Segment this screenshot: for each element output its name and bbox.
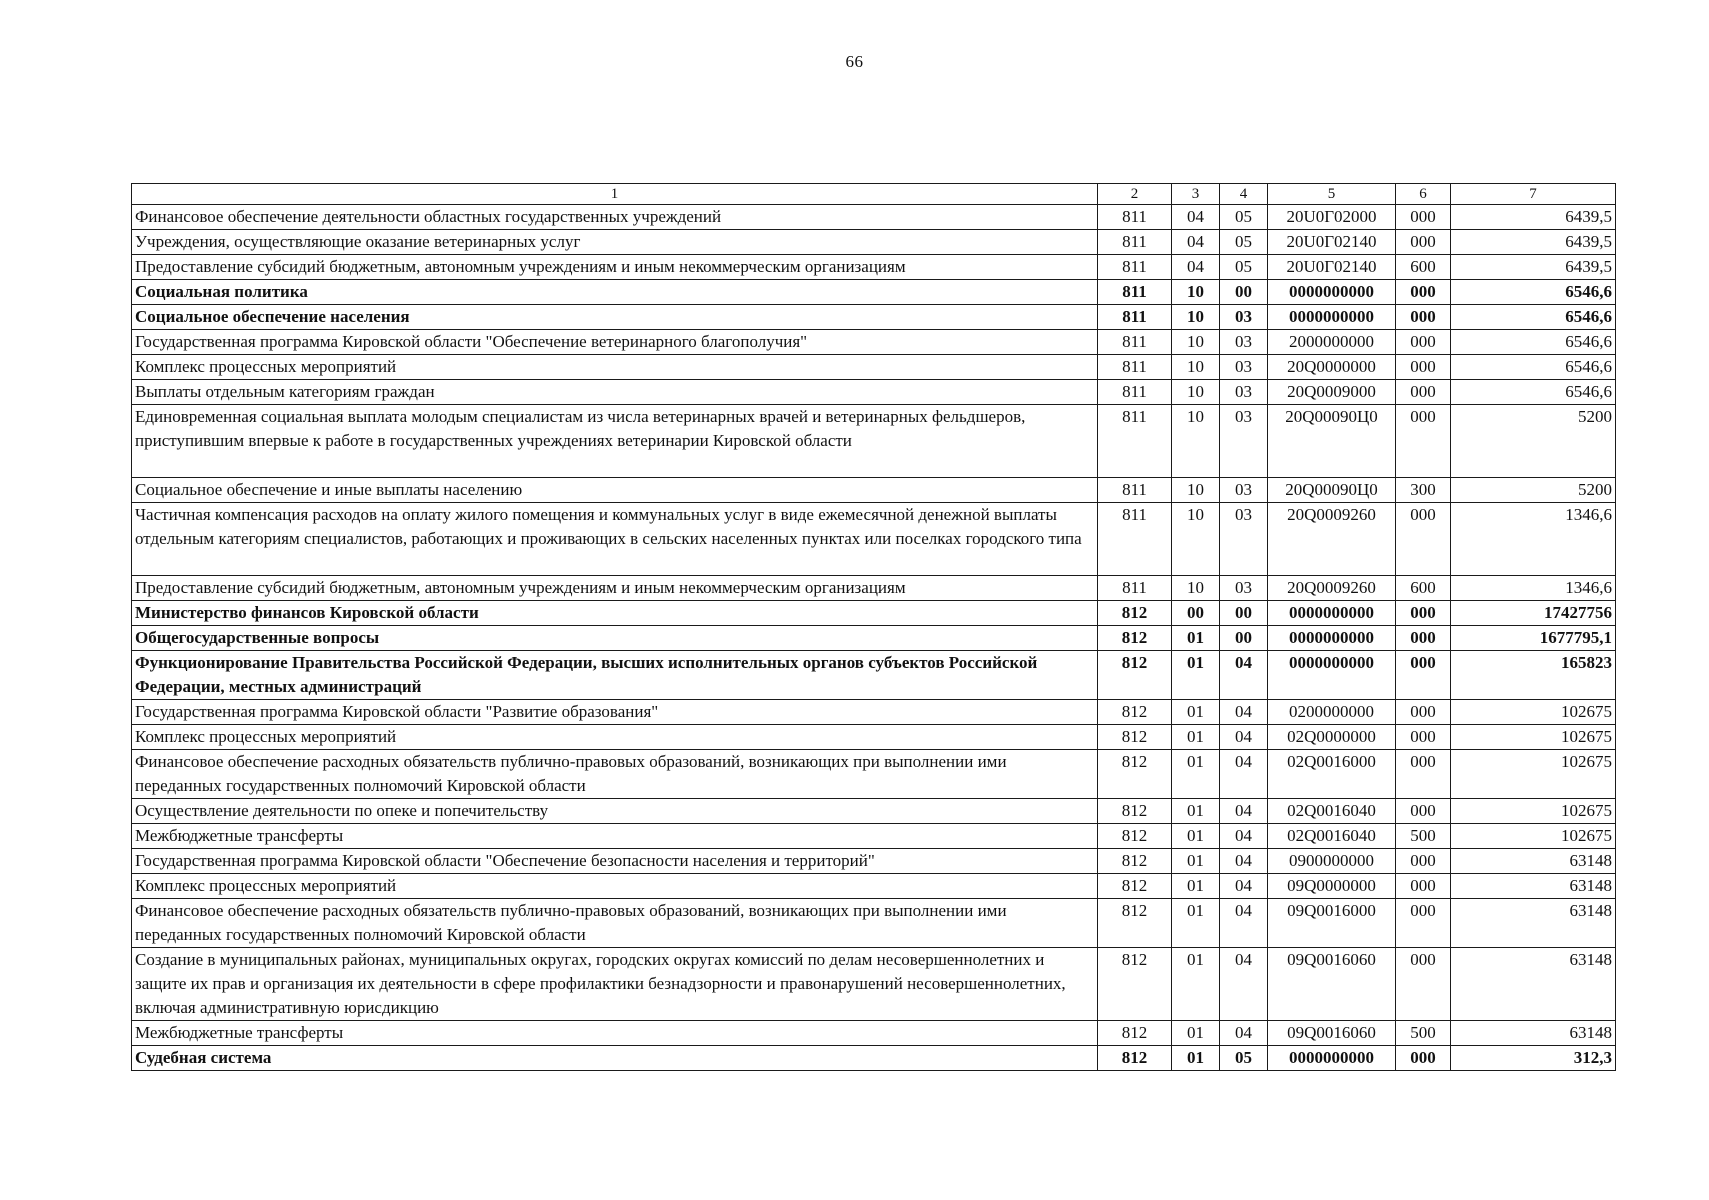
row-name-cell: Комплекс процессных мероприятий	[132, 355, 1098, 380]
row-target-article-cell: 0000000000	[1268, 1046, 1396, 1071]
row-target-article-cell: 20Q00090Ц0	[1268, 405, 1396, 478]
header-cell-1: 1	[132, 184, 1098, 205]
row-expense-type-cell: 000	[1396, 899, 1451, 948]
row-admin-code-cell: 811	[1098, 305, 1172, 330]
row-expense-type-cell: 000	[1396, 849, 1451, 874]
row-expense-type-cell: 000	[1396, 799, 1451, 824]
row-admin-code-cell: 812	[1098, 725, 1172, 750]
row-target-article-cell: 0000000000	[1268, 280, 1396, 305]
row-subsection-cell: 04	[1220, 725, 1268, 750]
row-name-cell: Государственная программа Кировской области "Обеспечение ветеринарного благополучия"	[132, 330, 1098, 355]
row-subsection-cell: 05	[1220, 230, 1268, 255]
row-target-article-cell: 20Q0000000	[1268, 355, 1396, 380]
table-row	[132, 725, 1616, 750]
row-section-cell: 10	[1172, 576, 1220, 601]
row-amount-cell: 1677795,1	[1451, 626, 1616, 651]
row-admin-code-cell: 811	[1098, 255, 1172, 280]
row-target-article-cell: 20Q0009260	[1268, 576, 1396, 601]
row-amount-cell: 6546,6	[1451, 305, 1616, 330]
table-row	[132, 503, 1616, 576]
row-expense-type-cell: 000	[1396, 330, 1451, 355]
row-admin-code-cell: 812	[1098, 651, 1172, 700]
row-target-article-cell: 0000000000	[1268, 305, 1396, 330]
row-section-cell: 01	[1172, 651, 1220, 700]
table-row	[132, 651, 1616, 700]
row-section-cell: 01	[1172, 700, 1220, 725]
row-amount-cell: 6439,5	[1451, 255, 1616, 280]
row-amount-cell: 102675	[1451, 700, 1616, 725]
row-admin-code-cell: 812	[1098, 799, 1172, 824]
table-header-row	[132, 184, 1616, 205]
row-target-article-cell: 0000000000	[1268, 601, 1396, 626]
table-row	[132, 380, 1616, 405]
row-amount-cell: 5200	[1451, 478, 1616, 503]
row-section-cell: 10	[1172, 380, 1220, 405]
row-expense-type-cell: 000	[1396, 405, 1451, 478]
row-target-article-cell: 20U0Г02140	[1268, 255, 1396, 280]
row-admin-code-cell: 812	[1098, 626, 1172, 651]
row-subsection-cell: 04	[1220, 948, 1268, 1021]
row-target-article-cell: 0200000000	[1268, 700, 1396, 725]
row-amount-cell: 6439,5	[1451, 205, 1616, 230]
row-name-cell: Функционирование Правительства Российской Федерации, высших исполнительных органов субъектов Российской Федерации, местных администраций	[132, 651, 1098, 700]
row-name-cell: Министерство финансов Кировской области	[132, 601, 1098, 626]
row-subsection-cell: 04	[1220, 849, 1268, 874]
table-row	[132, 230, 1616, 255]
header-cell-2: 2	[1098, 184, 1172, 205]
row-amount-cell: 6546,6	[1451, 380, 1616, 405]
row-name-cell: Социальное обеспечение и иные выплаты населению	[132, 478, 1098, 503]
row-name-cell: Предоставление субсидий бюджетным, автономным учреждениям и иным некоммерческим организациям	[132, 576, 1098, 601]
row-subsection-cell: 04	[1220, 750, 1268, 799]
row-expense-type-cell: 300	[1396, 478, 1451, 503]
row-section-cell: 01	[1172, 1021, 1220, 1046]
row-name-cell: Финансовое обеспечение расходных обязательств публично-правовых образований, возникающих при выполнении ими переданных государственных полномочий Кировской области	[132, 750, 1098, 799]
row-amount-cell: 102675	[1451, 824, 1616, 849]
row-target-article-cell: 20U0Г02000	[1268, 205, 1396, 230]
row-expense-type-cell: 000	[1396, 230, 1451, 255]
row-admin-code-cell: 811	[1098, 205, 1172, 230]
row-admin-code-cell: 811	[1098, 230, 1172, 255]
row-name-cell: Государственная программа Кировской области "Развитие образования"	[132, 700, 1098, 725]
row-expense-type-cell: 000	[1396, 601, 1451, 626]
row-amount-cell: 6546,6	[1451, 355, 1616, 380]
row-section-cell: 10	[1172, 305, 1220, 330]
row-admin-code-cell: 811	[1098, 280, 1172, 305]
row-admin-code-cell: 811	[1098, 478, 1172, 503]
row-section-cell: 01	[1172, 948, 1220, 1021]
row-amount-cell: 63148	[1451, 899, 1616, 948]
row-subsection-cell: 03	[1220, 305, 1268, 330]
row-admin-code-cell: 812	[1098, 824, 1172, 849]
row-admin-code-cell: 812	[1098, 874, 1172, 899]
row-name-cell: Предоставление субсидий бюджетным, автономным учреждениям и иным некоммерческим организациям	[132, 255, 1098, 280]
row-expense-type-cell: 000	[1396, 380, 1451, 405]
row-expense-type-cell: 000	[1396, 1046, 1451, 1071]
row-amount-cell: 1346,6	[1451, 576, 1616, 601]
row-section-cell: 01	[1172, 799, 1220, 824]
row-admin-code-cell: 811	[1098, 503, 1172, 576]
row-amount-cell: 63148	[1451, 1021, 1616, 1046]
row-admin-code-cell: 811	[1098, 330, 1172, 355]
row-subsection-cell: 03	[1220, 478, 1268, 503]
row-subsection-cell: 05	[1220, 255, 1268, 280]
table-row	[132, 255, 1616, 280]
table-row	[132, 576, 1616, 601]
row-target-article-cell: 09Q0016060	[1268, 1021, 1396, 1046]
row-section-cell: 01	[1172, 899, 1220, 948]
header-cell-5: 5	[1268, 184, 1396, 205]
row-section-cell: 01	[1172, 725, 1220, 750]
row-expense-type-cell: 000	[1396, 205, 1451, 230]
row-admin-code-cell: 812	[1098, 849, 1172, 874]
table-row	[132, 478, 1616, 503]
row-subsection-cell: 03	[1220, 330, 1268, 355]
row-subsection-cell: 04	[1220, 874, 1268, 899]
row-name-cell: Комплекс процессных мероприятий	[132, 725, 1098, 750]
row-amount-cell: 1346,6	[1451, 503, 1616, 576]
row-section-cell: 10	[1172, 503, 1220, 576]
row-expense-type-cell: 000	[1396, 750, 1451, 799]
row-subsection-cell: 00	[1220, 280, 1268, 305]
row-name-cell: Частичная компенсация расходов на оплату жилого помещения и коммунальных услуг в виде ежемесячной денежной выплаты отдельным категориям специалистов, работающих и проживающих в сельских населенных пунктах или поселках городского типа	[132, 503, 1098, 576]
row-amount-cell: 6546,6	[1451, 330, 1616, 355]
row-target-article-cell: 0000000000	[1268, 626, 1396, 651]
row-target-article-cell: 09Q0000000	[1268, 874, 1396, 899]
row-expense-type-cell: 000	[1396, 700, 1451, 725]
row-section-cell: 01	[1172, 874, 1220, 899]
row-name-cell: Финансовое обеспечение деятельности областных государственных учреждений	[132, 205, 1098, 230]
row-amount-cell: 6546,6	[1451, 280, 1616, 305]
row-expense-type-cell: 000	[1396, 503, 1451, 576]
row-amount-cell: 102675	[1451, 799, 1616, 824]
row-amount-cell: 63148	[1451, 948, 1616, 1021]
row-name-cell: Судебная система	[132, 1046, 1098, 1071]
row-name-cell: Комплекс процессных мероприятий	[132, 874, 1098, 899]
row-subsection-cell: 03	[1220, 380, 1268, 405]
row-target-article-cell: 02Q0016000	[1268, 750, 1396, 799]
row-amount-cell: 17427756	[1451, 601, 1616, 626]
row-name-cell: Учреждения, осуществляющие оказание ветеринарных услуг	[132, 230, 1098, 255]
row-admin-code-cell: 812	[1098, 1021, 1172, 1046]
row-admin-code-cell: 812	[1098, 899, 1172, 948]
row-section-cell: 00	[1172, 601, 1220, 626]
row-admin-code-cell: 812	[1098, 750, 1172, 799]
row-expense-type-cell: 000	[1396, 626, 1451, 651]
row-section-cell: 01	[1172, 750, 1220, 799]
budget-table	[131, 183, 1616, 1071]
table-row	[132, 849, 1616, 874]
row-target-article-cell: 09Q0016000	[1268, 899, 1396, 948]
table-row	[132, 1046, 1616, 1071]
row-target-article-cell: 20U0Г02140	[1268, 230, 1396, 255]
row-expense-type-cell: 000	[1396, 725, 1451, 750]
table-row	[132, 899, 1616, 948]
row-section-cell: 01	[1172, 849, 1220, 874]
row-amount-cell: 312,3	[1451, 1046, 1616, 1071]
row-expense-type-cell: 500	[1396, 824, 1451, 849]
row-expense-type-cell: 000	[1396, 651, 1451, 700]
row-target-article-cell: 0900000000	[1268, 849, 1396, 874]
table-row	[132, 601, 1616, 626]
row-subsection-cell: 00	[1220, 626, 1268, 651]
row-admin-code-cell: 811	[1098, 576, 1172, 601]
row-target-article-cell: 20Q0009000	[1268, 380, 1396, 405]
table-row	[132, 874, 1616, 899]
header-cell-7: 7	[1451, 184, 1616, 205]
table-row	[132, 355, 1616, 380]
row-subsection-cell: 03	[1220, 355, 1268, 380]
row-target-article-cell: 20Q00090Ц0	[1268, 478, 1396, 503]
row-name-cell: Выплаты отдельным категориям граждан	[132, 380, 1098, 405]
row-target-article-cell: 2000000000	[1268, 330, 1396, 355]
row-admin-code-cell: 811	[1098, 405, 1172, 478]
table-row	[132, 280, 1616, 305]
row-amount-cell: 102675	[1451, 725, 1616, 750]
row-subsection-cell: 03	[1220, 503, 1268, 576]
row-amount-cell: 102675	[1451, 750, 1616, 799]
row-subsection-cell: 03	[1220, 576, 1268, 601]
row-name-cell: Социальная политика	[132, 280, 1098, 305]
table-row	[132, 330, 1616, 355]
row-section-cell: 10	[1172, 405, 1220, 478]
row-amount-cell: 6439,5	[1451, 230, 1616, 255]
row-target-article-cell: 02Q0016040	[1268, 824, 1396, 849]
table-row	[132, 824, 1616, 849]
row-amount-cell: 165823	[1451, 651, 1616, 700]
row-expense-type-cell: 600	[1396, 576, 1451, 601]
header-cell-6: 6	[1396, 184, 1451, 205]
row-admin-code-cell: 812	[1098, 948, 1172, 1021]
row-expense-type-cell: 000	[1396, 948, 1451, 1021]
row-name-cell: Создание в муниципальных районах, муниципальных округах, городских округах комиссий по делам несовершеннолетних и защите их прав и организация их деятельности в сфере профилактики безнадзорности и правонарушений несовершеннолетних, включая административную юрисдикцию	[132, 948, 1098, 1021]
row-target-article-cell: 02Q0016040	[1268, 799, 1396, 824]
row-name-cell: Государственная программа Кировской области "Обеспечение безопасности населения и территорий"	[132, 849, 1098, 874]
header-cell-4: 4	[1220, 184, 1268, 205]
row-expense-type-cell: 500	[1396, 1021, 1451, 1046]
table-row	[132, 799, 1616, 824]
row-admin-code-cell: 812	[1098, 601, 1172, 626]
table-row	[132, 700, 1616, 725]
row-name-cell: Межбюджетные трансферты	[132, 824, 1098, 849]
row-section-cell: 01	[1172, 1046, 1220, 1071]
row-expense-type-cell: 600	[1396, 255, 1451, 280]
row-subsection-cell: 04	[1220, 1021, 1268, 1046]
table-row	[132, 750, 1616, 799]
row-subsection-cell: 04	[1220, 700, 1268, 725]
row-subsection-cell: 04	[1220, 824, 1268, 849]
row-subsection-cell: 04	[1220, 899, 1268, 948]
row-section-cell: 01	[1172, 626, 1220, 651]
row-amount-cell: 5200	[1451, 405, 1616, 478]
row-section-cell: 04	[1172, 255, 1220, 280]
row-section-cell: 04	[1172, 230, 1220, 255]
table-row	[132, 305, 1616, 330]
row-section-cell: 10	[1172, 478, 1220, 503]
table-row	[132, 205, 1616, 230]
table-row	[132, 1021, 1616, 1046]
row-expense-type-cell: 000	[1396, 874, 1451, 899]
row-subsection-cell: 05	[1220, 1046, 1268, 1071]
header-cell-3: 3	[1172, 184, 1220, 205]
row-subsection-cell: 04	[1220, 799, 1268, 824]
table-row	[132, 948, 1616, 1021]
row-name-cell: Социальное обеспечение населения	[132, 305, 1098, 330]
row-amount-cell: 63148	[1451, 874, 1616, 899]
row-target-article-cell: 09Q0016060	[1268, 948, 1396, 1021]
row-target-article-cell: 02Q0000000	[1268, 725, 1396, 750]
page-number: 66	[845, 52, 864, 71]
row-name-cell: Межбюджетные трансферты	[132, 1021, 1098, 1046]
row-section-cell: 10	[1172, 280, 1220, 305]
row-admin-code-cell: 811	[1098, 355, 1172, 380]
row-subsection-cell: 04	[1220, 651, 1268, 700]
table-row	[132, 405, 1616, 478]
row-name-cell: Осуществление деятельности по опеке и попечительству	[132, 799, 1098, 824]
row-section-cell: 10	[1172, 330, 1220, 355]
row-expense-type-cell: 000	[1396, 305, 1451, 330]
row-subsection-cell: 00	[1220, 601, 1268, 626]
row-target-article-cell: 20Q0009260	[1268, 503, 1396, 576]
row-admin-code-cell: 812	[1098, 700, 1172, 725]
row-subsection-cell: 05	[1220, 205, 1268, 230]
table-row	[132, 626, 1616, 651]
table-body	[132, 205, 1616, 1071]
row-target-article-cell: 0000000000	[1268, 651, 1396, 700]
row-expense-type-cell: 000	[1396, 280, 1451, 305]
row-admin-code-cell: 811	[1098, 380, 1172, 405]
row-section-cell: 01	[1172, 824, 1220, 849]
row-name-cell: Единовременная социальная выплата молодым специалистам из числа ветеринарных врачей и ветеринарных фельдшеров, приступившим впервые к работе в государственных учреждениях ветеринарии Кировской области	[132, 405, 1098, 478]
row-section-cell: 04	[1172, 205, 1220, 230]
row-amount-cell: 63148	[1451, 849, 1616, 874]
row-name-cell: Финансовое обеспечение расходных обязательств публично-правовых образований, возникающих при выполнении ими переданных государственных полномочий Кировской области	[132, 899, 1098, 948]
row-section-cell: 10	[1172, 355, 1220, 380]
row-expense-type-cell: 000	[1396, 355, 1451, 380]
row-name-cell: Общегосударственные вопросы	[132, 626, 1098, 651]
row-admin-code-cell: 812	[1098, 1046, 1172, 1071]
row-subsection-cell: 03	[1220, 405, 1268, 478]
